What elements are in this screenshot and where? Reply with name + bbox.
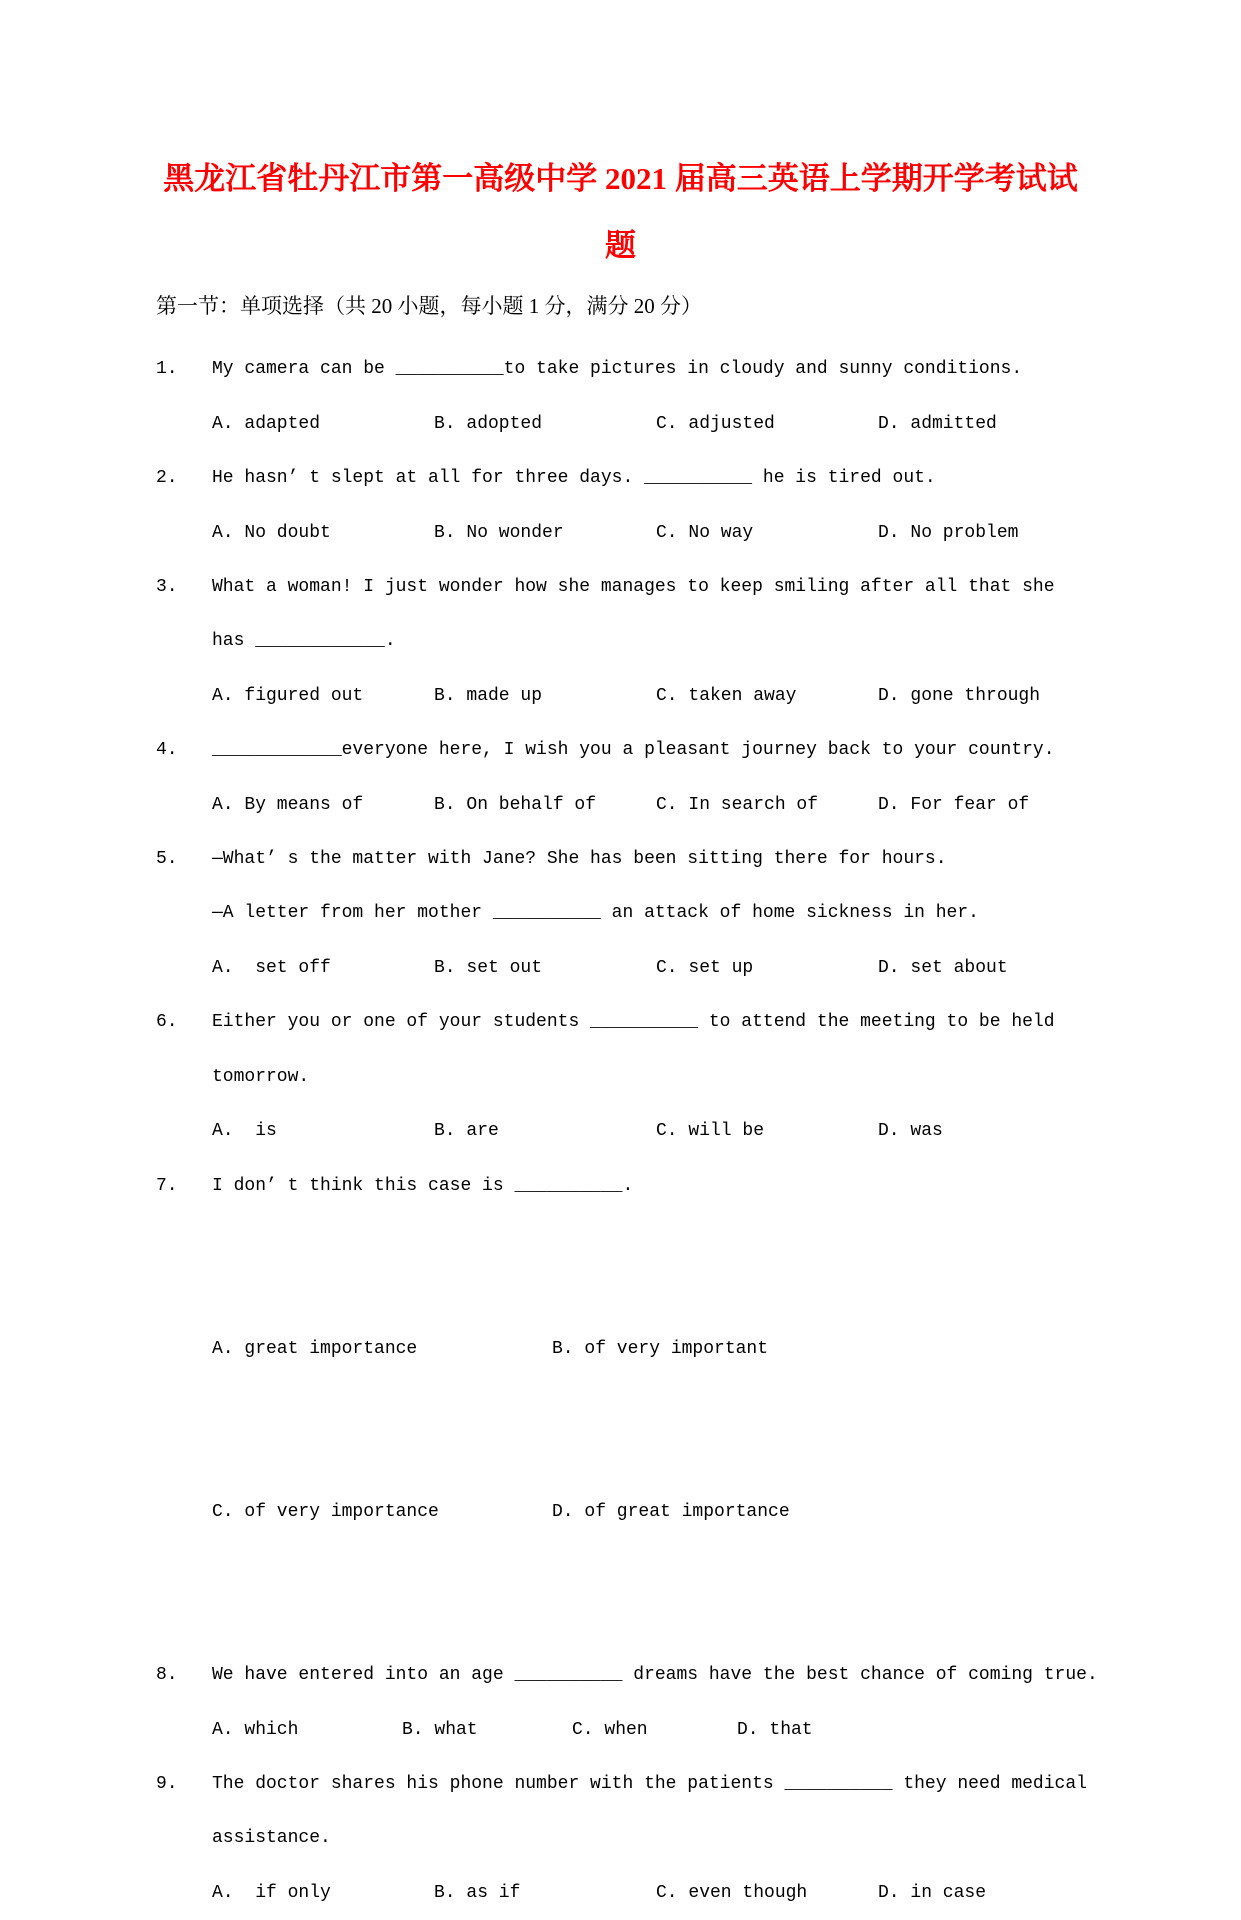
option-a: A. adapted <box>212 413 321 434</box>
stem-text: Either you or one of your students __________ to attend the meeting to be held <box>212 1012 1055 1033</box>
options-row <box>156 778 1096 832</box>
question-1 <box>156 342 1096 451</box>
option-c: C. set up <box>656 957 754 978</box>
option-a: A. By means of <box>212 794 364 815</box>
option-c: C. will be <box>656 1121 765 1142</box>
option-a: A. set off <box>212 957 331 978</box>
question-number: 6. <box>156 1012 178 1033</box>
question-6 <box>156 995 1096 1158</box>
stem-text: We have entered into an age __________ dreams have the best chance of coming true. <box>212 1665 1098 1686</box>
question-stem <box>156 723 1096 777</box>
question-stem <box>156 342 1096 396</box>
question-stem <box>156 560 1096 614</box>
stem-text: —What’ s the matter with Jane? She has been sitting there for hours. <box>212 849 947 870</box>
option-a: A. if only <box>212 1882 331 1903</box>
option-b: B. On behalf of <box>434 794 597 815</box>
options-row <box>156 1866 1096 1920</box>
option-d: D. of great importance <box>552 1501 790 1522</box>
option-c: C. In search of <box>656 794 819 815</box>
question-stem-continued: has ____________. <box>212 631 396 652</box>
question-number: 3. <box>156 577 178 598</box>
question-8 <box>156 1648 1096 1757</box>
question-number: 2. <box>156 468 178 489</box>
stem-text: ____________everyone here, I wish you a pleasant journey back to your country. <box>212 740 1055 761</box>
option-d: D. For fear of <box>878 794 1030 815</box>
question-number: 7. <box>156 1175 178 1196</box>
options-row <box>156 506 1096 560</box>
option-d: D. No problem <box>878 522 1019 543</box>
stem-text: I don’ t think this case is __________. <box>212 1175 634 1196</box>
option-d: D. was <box>878 1121 943 1142</box>
option-d: D. admitted <box>878 413 997 434</box>
question-number: 5. <box>156 849 178 870</box>
question-number: 9. <box>156 1773 178 1794</box>
option-c: C. adjusted <box>656 413 775 434</box>
question-4 <box>156 723 1096 832</box>
question-stem <box>156 832 1096 886</box>
option-b: B. of very important <box>552 1338 769 1359</box>
question-7 <box>156 1159 1096 1649</box>
option-b: B. as if <box>434 1882 521 1903</box>
option-b: B. adopted <box>434 413 543 434</box>
options-row <box>156 397 1096 451</box>
option-b: B. made up <box>434 685 543 706</box>
question-stem <box>156 451 1096 505</box>
option-c: C. of very importance <box>212 1501 439 1522</box>
options-row <box>156 1104 1096 1158</box>
option-a: A. figured out <box>212 685 364 706</box>
option-c: C. when <box>572 1719 648 1740</box>
question-stem <box>156 1159 1096 1213</box>
section-header: 第一节：单项选择（共 20 小题，每小题 1 分，满分 20 分） <box>156 294 702 318</box>
options-row <box>156 941 1096 995</box>
option-a: A. great importance <box>212 1338 418 1359</box>
option-c: C. taken away <box>656 685 797 706</box>
stem-text: He hasn’ t slept at all for three days. __________ he is tired out. <box>212 468 936 489</box>
question-stem-continued: tomorrow. <box>212 1066 310 1087</box>
exam-title <box>150 0 1091 279</box>
question-number: 8. <box>156 1665 178 1686</box>
question-stem-continued: assistance. <box>212 1828 331 1849</box>
option-d: D. that <box>737 1719 813 1740</box>
options-row <box>212 1485 1096 1539</box>
question-2 <box>156 451 1096 560</box>
option-a: A. No doubt <box>212 522 331 543</box>
options-row <box>156 1703 1096 1757</box>
options-grid <box>156 1213 1096 1648</box>
stem-text: What a woman! I just wonder how she manages to keep smiling after all that she <box>212 577 1055 598</box>
option-b: B. what <box>402 1719 478 1740</box>
question-stem <box>156 1648 1096 1702</box>
exam-title-line-2: 题 <box>605 228 636 263</box>
question-list <box>156 342 1096 1920</box>
exam-title-line-1: 黑龙江省牡丹江市第一高级中学 2021 届高三英语上学期开学考试试 <box>163 161 1078 196</box>
option-b: B. set out <box>434 957 543 978</box>
question-3 <box>156 560 1096 723</box>
option-a: A. is <box>212 1121 277 1142</box>
question-number: 1. <box>156 359 178 380</box>
question-stem <box>156 995 1096 1049</box>
question-stem <box>156 1757 1096 1811</box>
stem-text: My camera can be __________to take pictures in cloudy and sunny conditions. <box>212 359 1023 380</box>
question-number: 4. <box>156 740 178 761</box>
option-b: B. No wonder <box>434 522 564 543</box>
option-d: D. set about <box>878 957 1008 978</box>
option-b: B. are <box>434 1121 499 1142</box>
option-a: A. which <box>212 1719 299 1740</box>
options-row <box>156 669 1096 723</box>
option-d: D. gone through <box>878 685 1041 706</box>
stem-text: The doctor shares his phone number with the patients __________ they need medical <box>212 1773 1087 1794</box>
option-c: C. even though <box>656 1882 808 1903</box>
option-c: C. No way <box>656 522 754 543</box>
options-row <box>212 1322 1096 1376</box>
question-stem-continued: —A letter from her mother __________ an attack of home sickness in her. <box>212 903 979 924</box>
option-d: D. in case <box>878 1882 987 1903</box>
question-9 <box>156 1757 1096 1920</box>
question-5 <box>156 832 1096 995</box>
